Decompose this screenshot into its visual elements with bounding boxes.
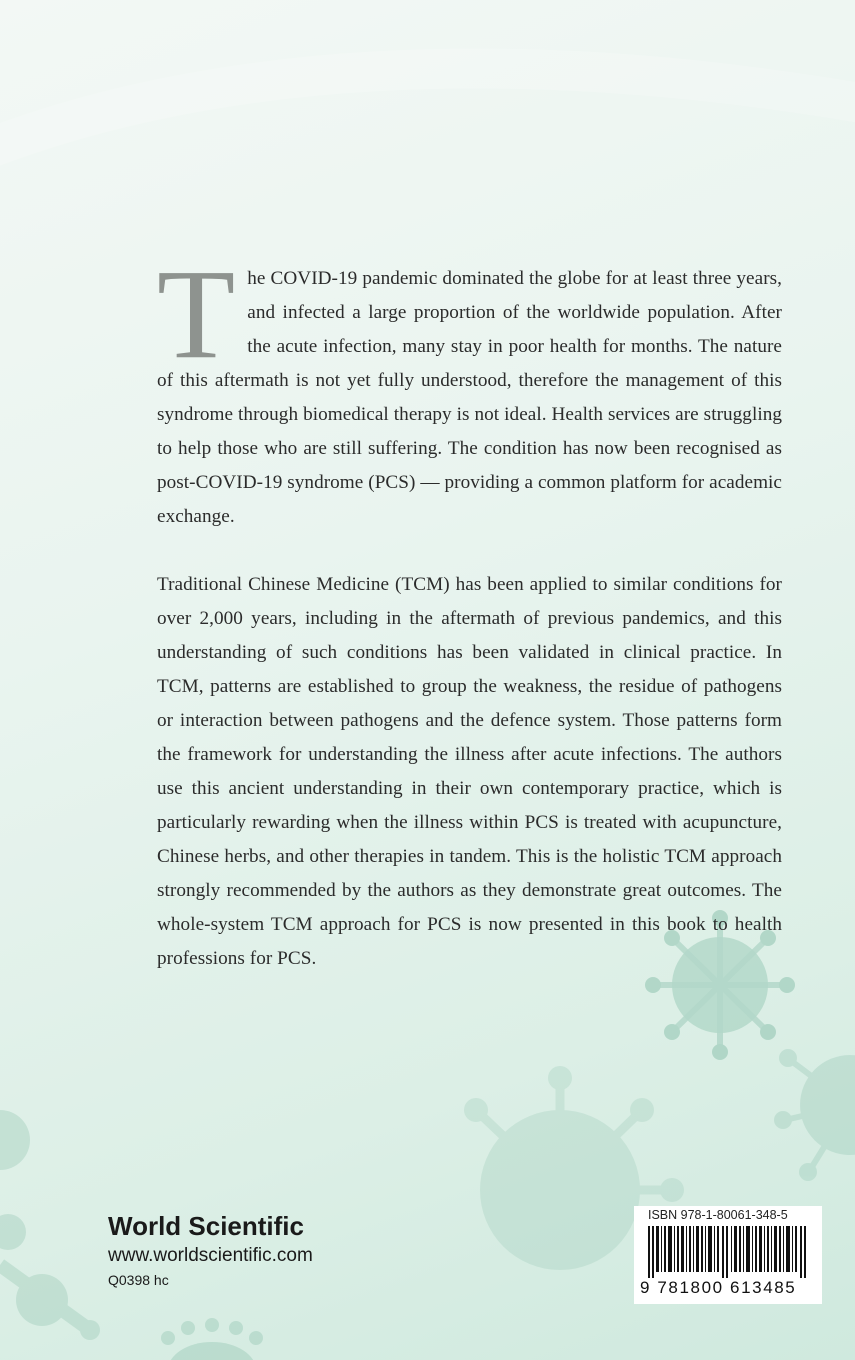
back-cover-description: [157, 243, 782, 976]
barcode-icon: [642, 1226, 814, 1278]
description-paragraph-1: [157, 243, 782, 534]
virus-icon: [0, 1110, 100, 1340]
product-code: Q0398 hc: [108, 1272, 169, 1288]
publisher-name: World Scientific: [108, 1211, 304, 1241]
barcode-box: [634, 1206, 822, 1304]
paragraph-1-text: he COVID-19 pandemic dominated the globe for at least three years, and infected a large proportion of the worldwide population. After the acute infection, many stay in poor health for months. The nature of this aftermath is not yet fully understood, therefore the management of this syndrome through biomedical therapy is not ideal. Health services are struggling to help those who are still suffering. The condition has now been recognised as post-COVID-19 syndrome (PCS) — providing a common platform for academic exchange.: [157, 268, 782, 527]
drop-cap: T: [157, 243, 236, 385]
description-paragraph-2: Traditional Chinese Medicine (TCM) has been applied to similar conditions for over 2,000 years, including in the aftermath of previous pandemics, and this understanding of such conditions has been validated in clinical practice. In TCM, patterns are established to group the weakness, the residue of pathogens or interaction between pathogens and the defence system. Those patterns form the framework for understanding the illness after acute infections. The authors use this ancient understanding in their own contemporary practice, which is particularly rewarding when the illness within PCS is treated with acupuncture, Chinese herbs, and other therapies in tandem. This is the holistic TCM approach strongly recommended by the authors as they demonstrate great outcomes. The whole-system TCM approach for PCS is now presented in this book to health professions for PCS.: [157, 574, 782, 969]
publisher-url[interactable]: www.worldscientific.com: [108, 1245, 313, 1266]
barcode-digits: 9 781800 613485: [640, 1278, 797, 1297]
virus-icon: [774, 1049, 855, 1181]
publisher-block: [108, 1210, 313, 1290]
virus-icon: [161, 1318, 263, 1360]
isbn-label: ISBN 978-1-80061-348-5: [648, 1208, 788, 1222]
